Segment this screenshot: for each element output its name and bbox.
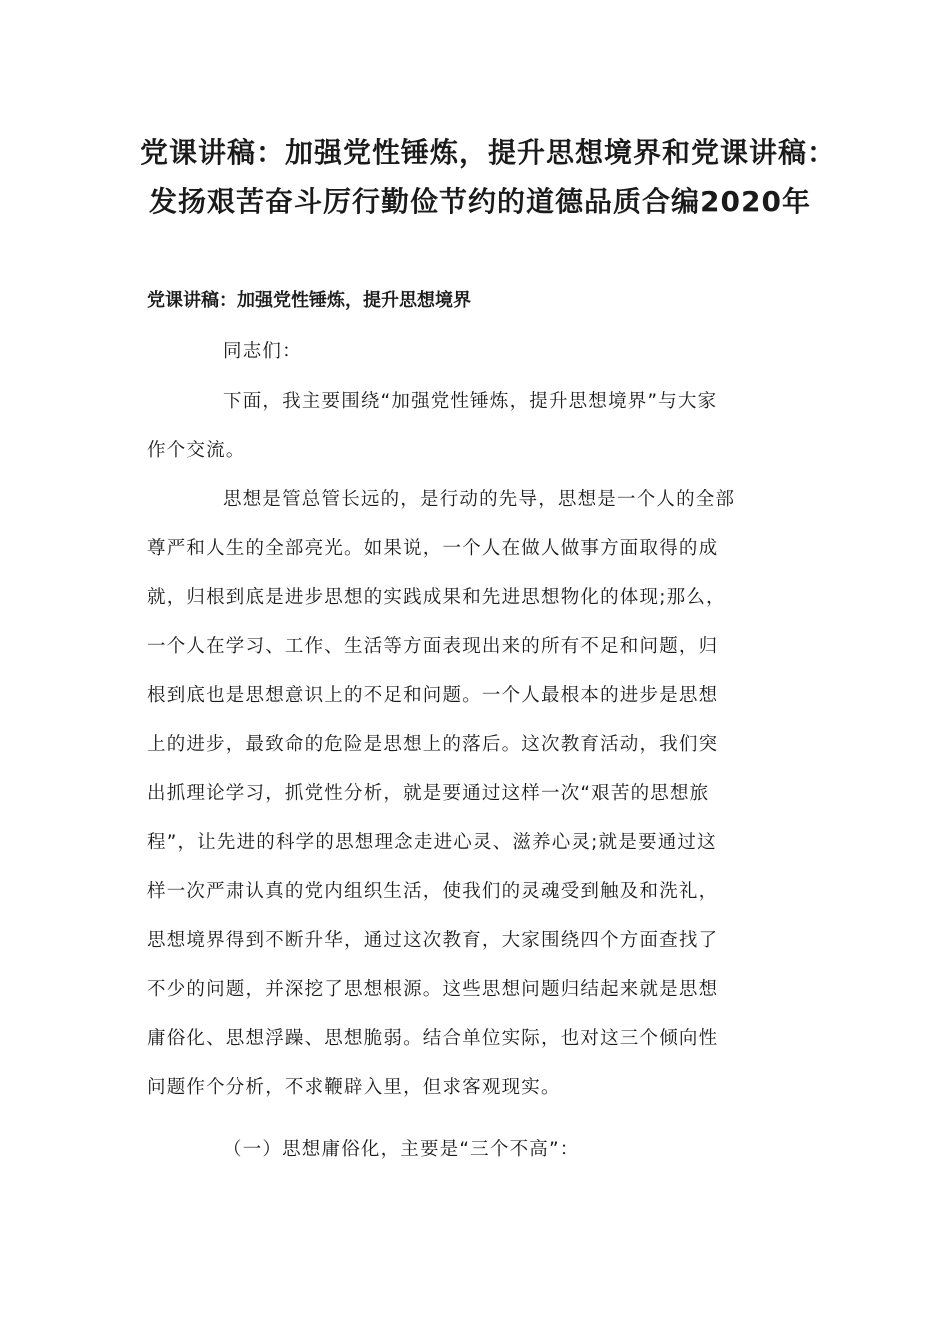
text-line: 下面，我主要围绕“加强党性锤炼，提升思想境界”与大家 — [223, 391, 718, 412]
text-line: 一个人在学习、工作、生活等方面表现出来的所有不足和问题，归 — [147, 636, 719, 657]
text-line: 上的进步，最致命的危险是思想上的落后。这次教育活动，我们突 — [147, 734, 719, 755]
text-line: 出抓理论学习，抓党性分析，就是要通过这样一次“艰苦的思想旅 — [147, 783, 710, 804]
text-line: 尊严和人生的全部亮光。如果说，一个人在做人做事方面取得的成 — [147, 538, 719, 559]
title-line: 党课讲稿：加强党性锤炼，提升思想境界和党课讲稿： — [140, 136, 837, 169]
text-line: 同志们： — [223, 341, 302, 362]
text-line: 思想境界得到不断升华，通过这次教育，大家围绕四个方面查找了 — [147, 930, 719, 951]
text-line: 不少的问题，并深挖了思想根源。这些思想问题归结起来就是思想 — [147, 979, 719, 1000]
text-line: （一）思想庸俗化，主要是“三个不高”： — [223, 1139, 580, 1160]
salutation — [147, 327, 807, 376]
text-line: 庸俗化、思想浮躁、思想脆弱。结合单位实际，也对这三个倾向性 — [147, 1028, 719, 1049]
text-line: 思想是管总管长远的，是行动的先导，思想是一个人的全部 — [223, 489, 736, 510]
text-line: 程”，让先进的科学的思想理念走进心灵、滋养心灵;就是要通过这 — [147, 832, 717, 853]
text-line: 根到底也是思想意识上的不足和问题。一个人最根本的进步是思想 — [147, 685, 719, 706]
text-line: 问题作个分析，不求鞭辟入里，但求客观现实。 — [147, 1077, 561, 1098]
section-heading: 党课讲稿：加强党性锤炼，提升思想境界 — [147, 290, 471, 311]
document-title — [140, 128, 837, 226]
text-line: 就，归根到底是进步思想的实践成果和先进思想物化的体现;那么， — [147, 587, 726, 608]
text-line: 作个交流。 — [147, 440, 246, 461]
intro-paragraph — [147, 377, 807, 475]
subheading — [147, 1125, 807, 1174]
main-paragraph — [147, 475, 807, 1112]
title-line: 发扬艰苦奋斗厉行勤俭节约的道德品质合编2020年 — [149, 185, 811, 218]
text-line: 样一次严肃认真的党内组织生活，使我们的灵魂受到触及和洗礼， — [147, 881, 719, 902]
